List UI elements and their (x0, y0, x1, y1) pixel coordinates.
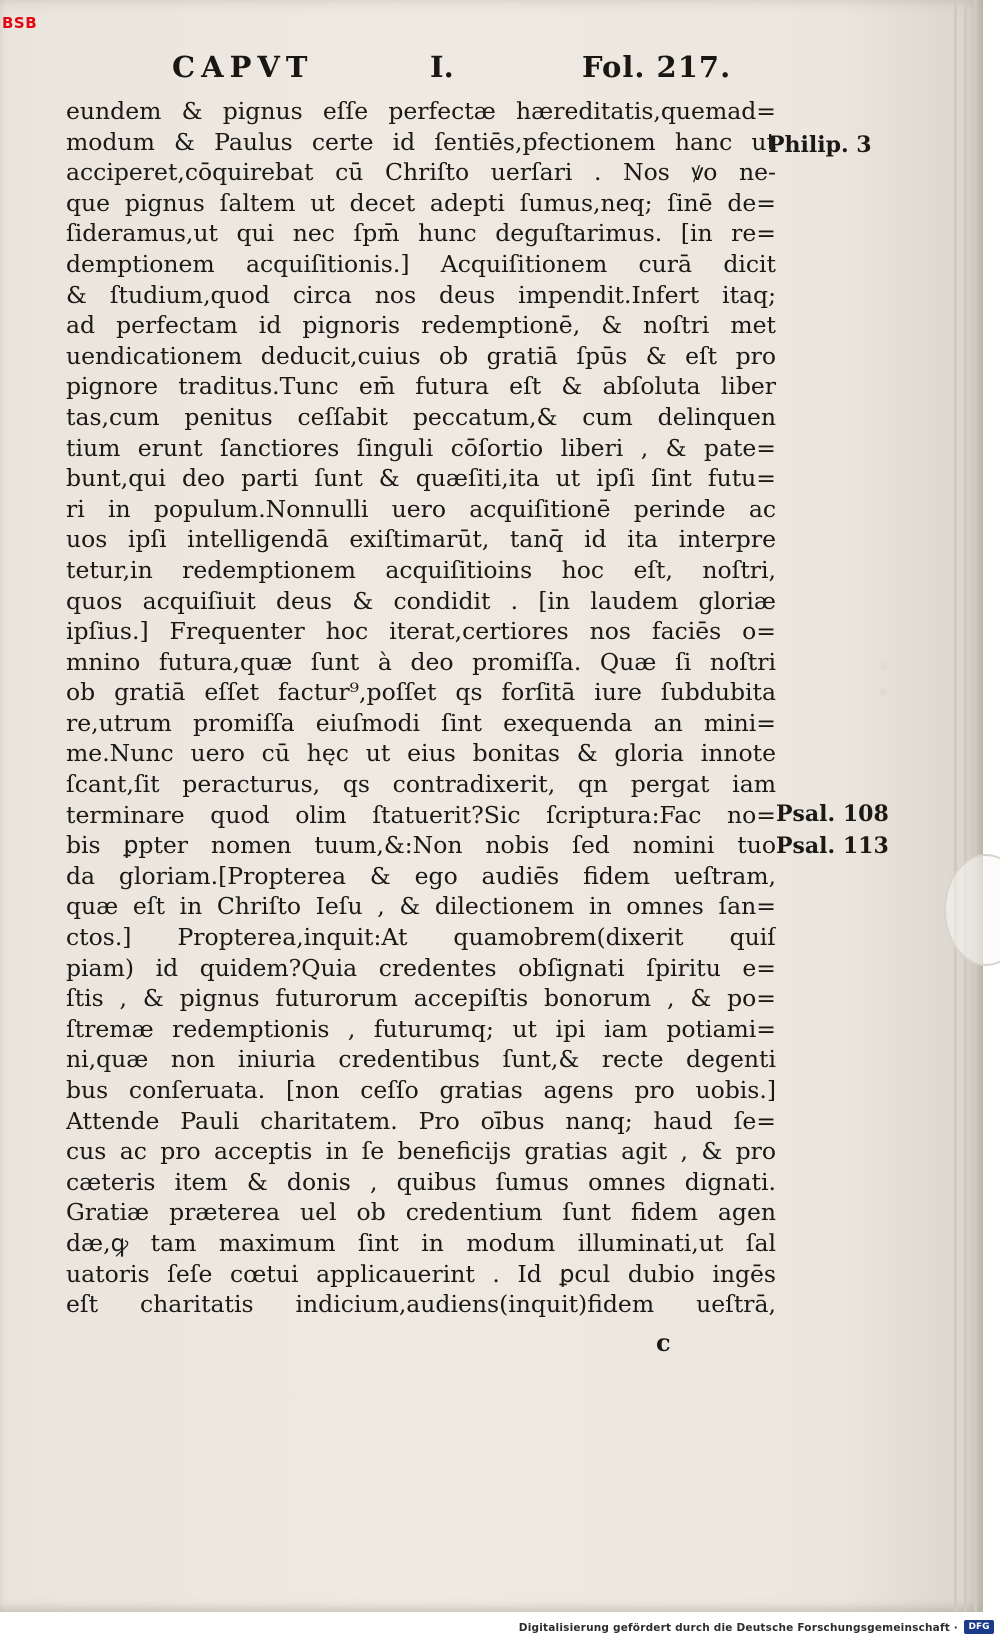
text-line: ſtis , & pignus futurorum accepiſtis bonorum , & po= (66, 984, 776, 1013)
text-line: & ſtudium,quod circa nos deus impendit.Infert itaq; (66, 280, 776, 309)
body-text (66, 96, 776, 1320)
bleed-through-mark: ◦ ◦ (878, 657, 889, 704)
running-title: CAPVT (172, 50, 314, 84)
page-tab-marker (944, 854, 1000, 966)
running-header (172, 50, 732, 90)
text-line: ni,quæ non iniuria credentibus ſunt,& recte degenti (66, 1045, 776, 1074)
text-line: cus ac pro acceptis in ſe beneficijs gratias agit , & pro (66, 1137, 776, 1166)
chapter-number: I. (430, 50, 454, 84)
page-edge-line (974, 0, 977, 1612)
text-line: bus conſeruata. [non ceſſo gratias agens pro uobis.] (66, 1076, 776, 1104)
text-line: ad perfectam id pignoris redemptionē, & noſtri met (66, 311, 776, 340)
text-line: acciperet,cōquirebat cū Chriſto uerſari . Nos ꝟo ne- (66, 158, 776, 187)
folio-number: Fol. 217. (582, 50, 732, 84)
text-line: da gloriam.[Propterea & ego audiēs fidem ueſtram, (66, 861, 776, 890)
text-line: tas,cum penitus ceſſabit peccatum,& cum delinquen (66, 402, 776, 431)
text-line: Gratiæ præterea uel ob credentium ſunt fidem agen (66, 1198, 776, 1227)
text-line: ob gratiā eſſet factur⁹,poſſet qs forſitā iure ſubdubita (66, 678, 776, 707)
margin-note-psalm-113: Psal. 113 (776, 833, 889, 859)
text-line: ipſius.] Frequenter hoc iterat,certiores nos faciēs o= (66, 617, 776, 646)
text-line: uos ipſi intelligendā exiſtimarūt, tanq̄ id ita interpre (66, 525, 776, 554)
text-line: ctos.] Propterea,inquit:At quamobrem(dixerit quiſ (66, 923, 776, 952)
text-line: re,utrum promiſſa eiuſmodi ſint exequenda an mini= (66, 708, 776, 737)
text-line: que pignus ſaltem ut decet adepti ſumus,neq; ſinē de= (66, 188, 776, 217)
text-line: uendicationem deducit,cuius ob gratiā ſpūs & eſt pro (66, 341, 776, 370)
text-line: dæ,ꝙ tam maximum ſint in modum illuminati,ut ſal (66, 1228, 776, 1257)
text-line: eundem & pignus eſſe perfectæ hæreditatis,quemad= (66, 97, 776, 125)
text-line: piam) id quidem?Quia credentes obſignati ſpiritu e= (66, 953, 776, 982)
text-line: bunt,qui deo parti ſunt & quæſiti,ita ut ipſi ſint futu= (66, 464, 776, 493)
text-line: ſideramus,ut qui nec ſpm̄ hunc deguſtarimus. [in re= (66, 219, 776, 248)
text-line: cæteris item & donis , quibus ſumus omnes dignati. (66, 1167, 776, 1196)
text-line: modum & Paulus certe id ſentiēs,pfectionem hanc ut (66, 127, 776, 156)
text-line: ri in populum.Nonnulli uero acquiſitionē perinde ac (66, 494, 776, 523)
text-line: terminare quod olim ſtatuerit?Sic ſcriptura:Fac no= (66, 800, 776, 829)
text-line: quos acquiſiuit deus & condidit . [in laudem gloriæ (66, 586, 776, 615)
text-line: uatoris ſeſe cœtui applicauerint . Id ꝑcul dubio ingēs (66, 1259, 776, 1288)
text-line: bis ꝑpter nomen tuum,&:Non nobis ſed nomini tuo (66, 831, 776, 860)
text-line: me.Nunc uero cū hęc ut eius bonitas & gloria innote (66, 739, 776, 768)
text-line: tetur,in redemptionem acquiſitioins hoc eſt, noſtri, (66, 555, 776, 584)
text-line: ſtremæ redemptionis , futurumq; ut ipi iam potiami= (66, 1014, 776, 1043)
dfg-logo: DFG (964, 1620, 994, 1634)
page-edge-line (954, 0, 957, 1612)
footer-credit: Digitalisierung gefördert durch die Deutsche Forschungsgemeinschaft · (518, 1622, 958, 1634)
text-line: ſcant,ſit peracturus, qs contradixerit, qn pergat iam (66, 770, 776, 799)
text-line: mnino futura,quæ ſunt à deo promiſſa. Quæ ſi noſtri (66, 647, 776, 676)
catchword: c (656, 1328, 671, 1357)
margin-note-philippians: Philip. 3 (768, 132, 872, 158)
margin-note-psalm-108: Psal. 108 (776, 801, 889, 827)
text-line: tium erunt ſanctiores ſinguli cōſortio liberi , & pate= (66, 433, 776, 462)
text-line: quæ eſt in Chriſto Ieſu , & dilectionem in omnes ſan= (66, 892, 776, 921)
bsb-logo: BSB (2, 14, 38, 32)
text-line: pignore traditus.Tunc em̄ futura eſt & abſoluta liber (66, 372, 776, 401)
text-line: Attende Pauli charitatem. Pro oībus nanq; haud ſe= (66, 1106, 776, 1135)
text-line: eſt charitatis indicium,audiens(inquit)fidem ueſtrā, (66, 1290, 776, 1319)
text-line: demptionem acquiſitionis.] Acquiſitionem curā dicit (66, 249, 776, 278)
page-edge-line (964, 0, 967, 1612)
